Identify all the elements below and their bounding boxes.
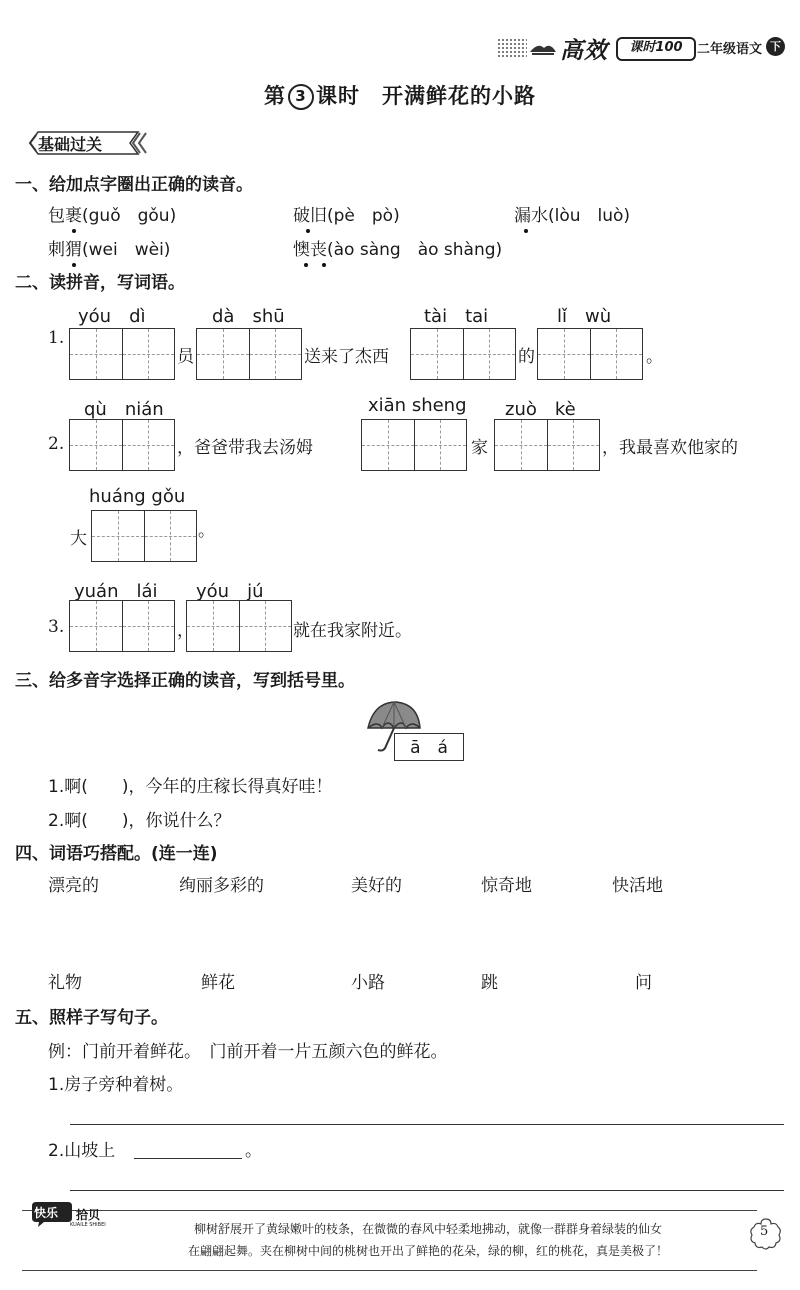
lesson-number: 3: [288, 84, 314, 110]
answer-line[interactable]: [70, 1124, 784, 1125]
q3-item-1: 1.啊( )，今年的庄稼长得真好哇！: [48, 777, 333, 797]
banner-title: 基础过关: [38, 135, 103, 154]
emphasis-dot: [306, 229, 310, 233]
brand-title: 高效: [560, 38, 608, 64]
pinyin: dà shū: [212, 306, 285, 327]
emphasis-dot: [304, 263, 308, 267]
emphasis-dot: [524, 229, 528, 233]
match-bottom-word[interactable]: 礼物: [48, 973, 82, 993]
q1-title: 一、给加点字圈出正确的读音。: [15, 175, 253, 195]
fill-blank-line[interactable]: [134, 1158, 242, 1159]
footer-top-border: [22, 1210, 757, 1211]
q5-item-1: 1.房子旁种着树。: [48, 1075, 184, 1095]
footer-bottom-border: [22, 1270, 757, 1271]
sentence-text: 就在我家附近。: [293, 621, 412, 641]
lesson-suffix: 课时: [316, 84, 360, 108]
writing-box[interactable]: [494, 419, 600, 471]
q3-item-2: 2.啊( )，你说什么？: [48, 811, 231, 831]
footer-line-1: 柳树舒展开了黄绿嫩叶的枝条，在微微的春风中轻柔地拂动，就像一群群身着绿装的仙女: [193, 1222, 662, 1236]
q5-item-2: 2.山坡上: [48, 1141, 116, 1161]
grade-label: 二年级语文: [697, 42, 763, 57]
sentence-number: 2.: [48, 434, 65, 454]
writing-box[interactable]: [410, 328, 516, 380]
q1-item-1: 包裹(guǒ gǒu): [48, 206, 177, 226]
emphasis-dot: [72, 263, 76, 267]
sentence-text: 员: [177, 347, 194, 367]
footer-passage: [118, 1218, 738, 1262]
q1-item-3: 漏水(lòu luò): [514, 206, 631, 226]
pinyin-options: ā á: [394, 733, 464, 761]
q5-title: 五、照样子写句子。: [15, 1008, 168, 1028]
q1-item-2: 破旧(pè pò): [293, 206, 400, 226]
lesson-title: [0, 80, 800, 110]
sentence-text: ，: [177, 621, 194, 641]
pinyin: huáng gǒu: [89, 486, 186, 507]
page-number: 5: [760, 1224, 769, 1239]
lesson-prefix: 第: [264, 84, 286, 108]
volume-badge: 下: [766, 37, 785, 56]
q3-title: 三、给多音字选择正确的读音，写到括号里。: [15, 671, 355, 691]
pinyin: yuán lái: [74, 581, 158, 602]
writing-box[interactable]: [69, 328, 175, 380]
pinyin: yóu jú: [196, 581, 264, 602]
pinyin: qù nián: [84, 399, 164, 420]
sentence-number: 1.: [48, 328, 65, 348]
sentence-text: 的: [518, 347, 535, 367]
writing-box[interactable]: [91, 510, 197, 562]
sentence-text: 。: [198, 521, 215, 541]
writing-box[interactable]: [69, 419, 175, 471]
match-bottom-word[interactable]: 鲜花: [201, 973, 235, 993]
footer-badge-sub: 拾贝: [76, 1208, 101, 1222]
q4-title: 四、词语巧搭配。(连一连): [15, 844, 218, 864]
brand-badge: 课时100: [616, 37, 696, 61]
footer-line-2: 在翩翩起舞。夹在柳树中间的桃树也开出了鲜艳的花朵，绿的柳，红的桃花，真是美极了！: [187, 1244, 668, 1258]
pinyin: lǐ wù: [557, 306, 612, 327]
answer-line[interactable]: [70, 1190, 784, 1191]
sentence-text: ，我最喜欢他家的: [602, 438, 738, 458]
match-bottom-word[interactable]: 问: [635, 973, 652, 993]
sentence-text: ，爸爸带我去汤姆: [177, 438, 313, 458]
sentence-text: 送来了杰西: [304, 347, 389, 367]
header-dot-pattern: [497, 38, 527, 58]
q5-item-2-end: 。: [245, 1141, 262, 1161]
match-top-word[interactable]: 漂亮的: [48, 876, 99, 896]
footer-badge-title: 快乐: [34, 1206, 59, 1220]
q1-item-4: 刺猬(wei wèi): [48, 240, 171, 260]
q1-item-5: 懊丧(ào sàng ào shàng): [293, 240, 503, 260]
match-bottom-word[interactable]: 小路: [351, 973, 385, 993]
writing-box[interactable]: [361, 419, 467, 471]
sentence-text: 大: [70, 529, 87, 549]
writing-box[interactable]: [69, 600, 175, 652]
match-bottom-word[interactable]: 跳: [481, 973, 498, 993]
book-logo-icon: [528, 38, 558, 58]
pinyin: zuò kè: [505, 399, 576, 420]
pinyin: tài tai: [424, 306, 489, 327]
lesson-name: 开满鲜花的小路: [382, 84, 536, 108]
emphasis-dot: [72, 229, 76, 233]
writing-box[interactable]: [186, 600, 292, 652]
pinyin: xiān sheng: [368, 395, 467, 416]
writing-box[interactable]: [537, 328, 643, 380]
match-top-word[interactable]: 美好的: [351, 876, 402, 896]
sentence-number: 3.: [48, 617, 65, 637]
emphasis-dot: [322, 263, 326, 267]
q2-title: 二、读拼音，写词语。: [15, 273, 185, 293]
footer-badge-en: KUAILE SHIBEI: [70, 1222, 106, 1228]
q5-example: 例：门前开着鲜花。 门前开着一片五颜六色的鲜花。: [48, 1042, 448, 1062]
match-top-word[interactable]: 绚丽多彩的: [179, 876, 264, 896]
sentence-text: 。: [646, 347, 663, 367]
match-top-word[interactable]: 惊奇地: [481, 876, 532, 896]
pinyin: yóu dì: [78, 306, 146, 327]
writing-box[interactable]: [196, 328, 302, 380]
match-top-word[interactable]: 快活地: [612, 876, 663, 896]
sentence-text: 家: [471, 438, 488, 458]
